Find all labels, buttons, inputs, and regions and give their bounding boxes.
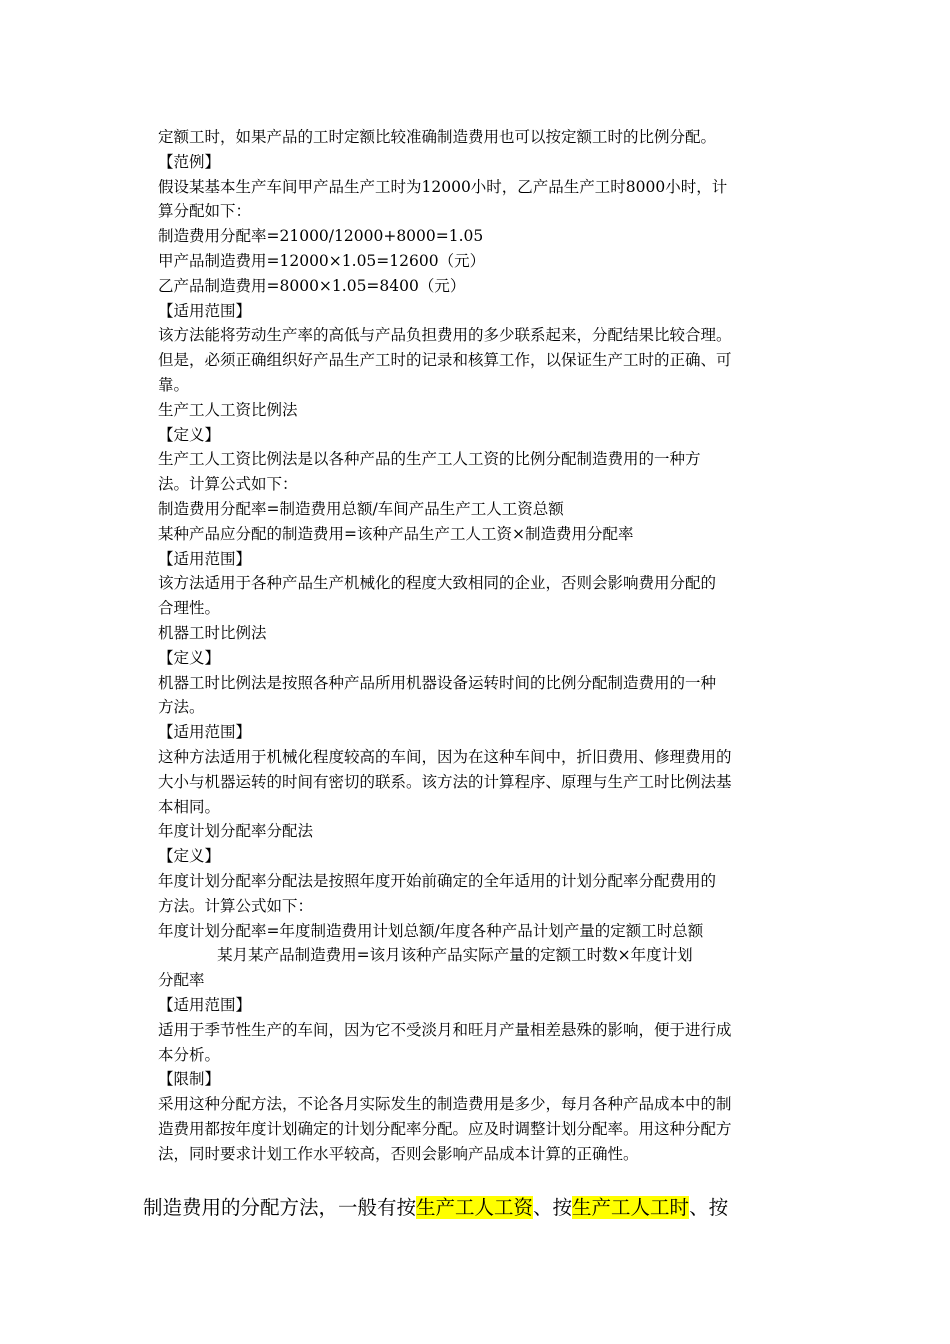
text-line: 【定义】 <box>158 648 221 667</box>
text-line: 【范例】 <box>158 152 221 171</box>
text-line: 定额工时，如果产品的工时定额比较准确制造费用也可以按定额工时的比例分配。 <box>158 128 717 146</box>
footer-text-2: 、按 <box>533 1196 573 1219</box>
text-line: 法，同时要求计划工作水平较高，否则会影响产品成本计算的正确性。 <box>158 1144 639 1163</box>
text-line: 合理性。 <box>158 599 221 618</box>
text-line: 方法。计算公式如下： <box>158 896 314 915</box>
text-line: 方法。 <box>158 698 205 717</box>
text-line: 制造费用分配率=制造费用总额/车间产品生产工人工资总额 <box>158 500 564 518</box>
text-line: 【适用范围】 <box>158 301 252 320</box>
text-line: 制造费用分配率=21000/12000+8000=1.05 <box>158 227 484 246</box>
text-line: 机器工时比例法是按照各种产品所用机器设备运转时间的比例分配制造费用的一种 <box>158 673 717 692</box>
text-line: 【定义】 <box>158 847 221 866</box>
text-line: 【定义】 <box>158 425 221 444</box>
text-line: 大小与机器运转的时间有密切的联系。该方法的计算程序、原理与生产工时比例法基 <box>158 772 732 791</box>
text-line: 法。计算公式如下： <box>158 475 298 494</box>
text-line: 适用于季节性生产的车间，因为它不受淡月和旺月产量相差悬殊的影响，便于进行成 <box>158 1020 732 1039</box>
text-line: 假设某基本生产车间甲产品生产工时为12000小时，乙产品生产工时8000小时，计 <box>158 177 728 196</box>
text-line: 机器工时比例法 <box>158 624 267 642</box>
text-line: 生产工人工资比例法 <box>158 400 298 419</box>
text-line: 靠。 <box>158 376 190 394</box>
text-line: 年度计划分配率分配法是按照年度开始前确定的全年适用的计划分配率分配费用的 <box>158 872 717 890</box>
text-line: 【限制】 <box>158 1070 221 1089</box>
footer-paragraph <box>143 1193 833 1223</box>
text-line: 分配率 <box>158 971 205 990</box>
text-line: 造费用都按年度计划确定的计划分配率分配。应及时调整计划分配率。用这种分配方 <box>158 1120 732 1138</box>
highlight-production-hours: 生产工人工时 <box>572 1196 690 1219</box>
text-line: 生产工人工资比例法是以各种产品的生产工人工资的比例分配制造费用的一种方 <box>158 450 701 469</box>
text-line: 但是，必须正确组织好产品生产工时的记录和核算工作，以保证生产工时的正确、可 <box>158 351 732 370</box>
text-line: 年度计划分配率=年度制造费用计划总额/年度各种产品计划产量的定额工时总额 <box>158 921 704 940</box>
text-line: 这种方法适用于机械化程度较高的车间，因为在这种车间中，折旧费用、修理费用的 <box>158 748 732 766</box>
footer-text-3: 、按 <box>689 1196 729 1219</box>
text-line: 【适用范围】 <box>158 549 252 568</box>
text-line: 某月某产品制造费用=该月该种产品实际产量的定额工时数×年度计划 <box>158 946 693 965</box>
text-line: 【适用范围】 <box>158 723 252 742</box>
text-line: 采用这种分配方法，不论各月实际发生的制造费用是多少，每月各种产品成本中的制 <box>158 1095 732 1114</box>
text-line: 某种产品应分配的制造费用=该种产品生产工人工资×制造费用分配率 <box>158 524 634 543</box>
text-line: 该方法能将劳动生产率的高低与产品负担费用的多少联系起来，分配结果比较合理。 <box>158 326 732 345</box>
text-line: 年度计划分配率分配法 <box>158 822 314 841</box>
text-line: 该方法适用于各种产品生产机械化的程度大致相同的企业，否则会影响费用分配的 <box>158 574 717 593</box>
text-line: 甲产品制造费用=12000×1.05=12600（元） <box>158 252 486 270</box>
footer-text-1: 制造费用的分配方法，一般有按 <box>143 1196 417 1219</box>
text-line: 乙产品制造费用=8000×1.05=8400（元） <box>158 276 466 295</box>
text-line: 算分配如下： <box>158 202 252 221</box>
text-line: 【适用范围】 <box>158 996 252 1014</box>
text-line: 本相同。 <box>158 797 221 816</box>
text-line: 本分析。 <box>158 1045 221 1064</box>
highlight-production-wages: 生产工人工资 <box>416 1196 534 1219</box>
